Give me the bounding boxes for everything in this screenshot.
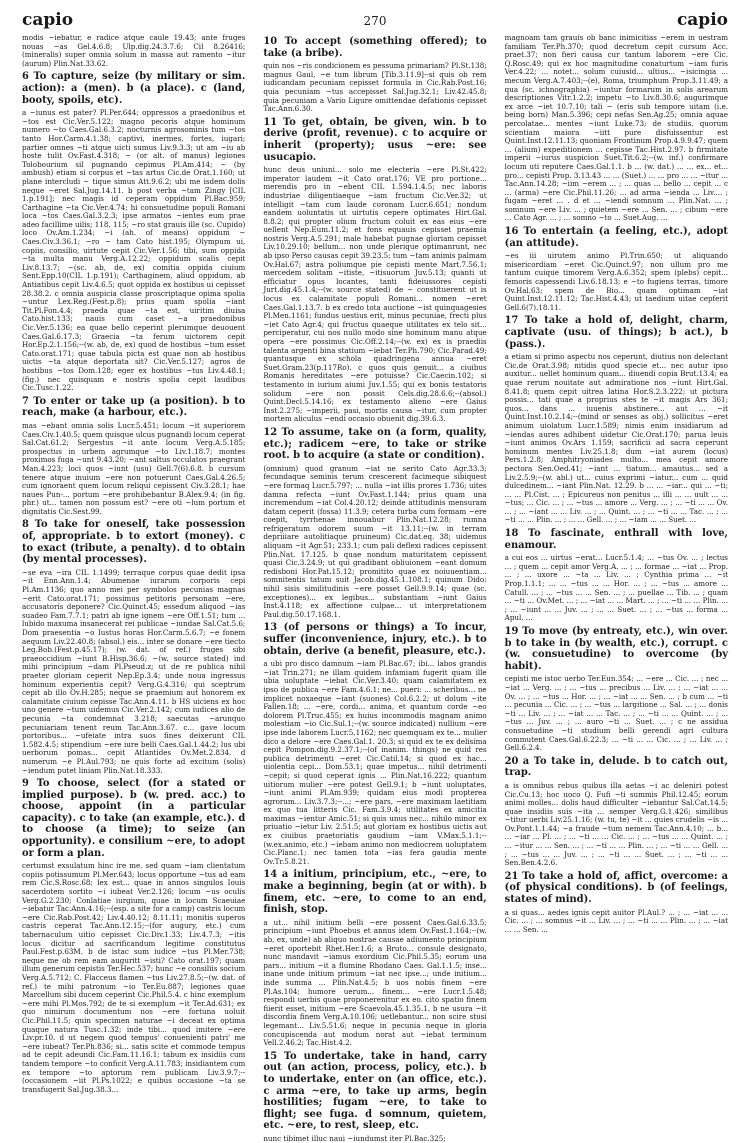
sense-definition: To assume, take on (a form, quality, etc.); radicem ~ere, to take or strike root. b to acquire (a state or condition). (263, 426, 487, 462)
sense-heading (505, 626, 728, 672)
citation-block: quin nos ~ris condicionem es pessuma primariam? Pl.St.138; magnus Gaul, ~e tum librum [Tib.3.11.9]--si quis ob rem iudicandam pecuniam cepisset formula in Cic.Rab.Post.16; quia pecuniam ~tus accepisset Sal.Jug.32.1; Liv.42.45.8; quia pecuniam a Vario Ligure omittendae defationis cepisset Tac.Ann.6.30. (263, 61, 487, 114)
citation-block: a ut... nihil initium belli ~ere possent Caes.Gal.6.33.5; principium ~iunt Phoebus et annus idem Ov.Fast.1.164;--(w. ab, ex, unde) ab aliquo nostrae causae adiumento principium ~eret oportebit Rhet.Her.1.6; a Bruto... consule designato, nunc mandavit ~iamus exordium Cic.Phil.5.35; eorum una pars... initium ~it a flumine Rhodano Caes. Gal.1.1.5; inse... inane unde initium primum ~iat nec ipse...; unde initium... inde summa ... Plin.Nat.4.5; b uos nobis finem ~ere Pl.As.104; humore uerum... finem... ~ere Lucr.1.5.48; respondi uerbis quae proponerenitur ex eo. cito spatio finem fiierit esset, initium ~ere Scaevola.45.1.35.1. b ne usura ~it discordia finem Verg.A.10.106; uetlebantur... non scire stusi legemant... Liv.5.51.6; neque in pecunia neque in gloria concupiscenda aut modum norat aut ~iebat terminum Vell.2.46.2; Tac.Hist.4.2. (263, 917, 487, 1048)
sense-number: 7 (22, 395, 29, 407)
citation-block: a cui eos ... uirtus ~erat... Lucr.5.1.4; ... ~tus Ov. ... ; lectus ... ; quem ... cepit amor Verg.A. ... ; ... formae ... ~iat ... Prop. ... ; ... uxore ... ~ta ... Liv. ... ; Cynthia prima ... ~it Prop.1.1.1; ... ... ~tus ... ... Hor. ... ; ... ~tus ... amore ... Catull. ... ; ... ~tus ... ... Sen. ... ; ... puellae ... Tib. ... ; quam ... ~ti ... Ov.Met. ... ; ... ~iat ... ... Mart. ... ; ... ~ti ... ... Plin. ... ; ... ~iunt ... ... Juv. ... ; ... ... Suet. ... ; ... ~tus ... forma ... Apul. ... (504, 553, 728, 623)
sense-number: 10 (263, 36, 278, 47)
sense-definition: a To take in, delude. b to catch out, trap. (504, 755, 728, 779)
page-header (22, 10, 728, 32)
sense-number: 19 (504, 626, 519, 637)
sense-number: 9 (22, 778, 29, 790)
column-3 (505, 34, 728, 955)
guide-word-left: capio (22, 10, 74, 30)
sense-definition: To undertake, take in hand, carry out (an action, process, policy, etc.). b to undertake, enter on (an office, etc.). c arma ~ere, to take up arms, begin hostilities; fugam ~ere, to take to flight; see fuga. d somnum, quietem, etc. ~ere, to rest, sleep, etc. (263, 1050, 487, 1132)
citation-block: a ~iunus est pater? Pl.Per.644; oppressos a praedonibus et ~tos est Cic.Ver.5.122; magno pecoris atque hominum numero ~to Caes.Gal.6.3.2; nocturnis agrosominis tum ~tos tanto Hor.Carm.4.1.38; captivi, inermes, fortes, iugari; partier omnes ~ti atque uicti sumus Liv.9.3.3; ut am ~iu ab hoste tulit Ov.Fast.4.318; ~ (or alt. of manus) legiones Tolobourium sil pugnando cepimus Pl.Am.414; ~ (by ambush) etiam si corpus et ~tas artus Cic.de Orat.1.160; ut plane intercludi ~ tique simus Att.9.6.2; ubi me isdem dolis neque ~eret Sal.Jug.14.11. b post verba ~tam Zingy [CIL 1.p.191]; nec magis id ceperam oppidum Pl.Bac.959; Carthagine ~ta Cic.Ver.4.74; hi consuetudine populi Romani loca ~tos Caes.Gal.3.2.3; ipse armatos ~ientes eum prae adeo facillime uilis; 118, 115; ~ro stat grauis ille (sc. Cupido) loco Ov.Am.1.234; ~i (ah. of means) oppidum ~ Caes.Civ.3.36.1; ~ro ~ tam Cato hist.195; Olympum ui, copiis, consilio, uirtute cepit Cic.Ver.1.56; tibi, sum oppida ~ta multa manu Verg.A.12.22; oppidum scalis cepit Liv.8.13.7; ~(sc. ab, de, ex) comitia oppida ciuium Sent.Epp.10(CIL 1.p.191); Carthaginem, aliud oppidum, ab Antiatibus cepit Liv.4.6.5; quot oppida ex hostibus ui cepisset 28.38.2. c omnia auspicia classe proscriptaque opima spolia ~untur Lex.Reg.(Fest.p.8); prius quam spolia ~iant Tit.Pl.Fon.4.4; praeda quae ~ta est, uiritim diuisa Cato.hist.133; nauis cum caset ~a praedonibus Cic.Ver.5.136; ea quae bello ceperint plerumque deuouent Caes.Gal.6.17.3; Graecia ~ta ferum uictorem cepit Hor.Ep.2.1.156;--(w. ab, de, ex) quod de hostibus ~tum esset Cato.orat.171; quae tabula picta est quae non ab hostibus uictis ~ta atque deportata sit? Cic.Ver.5.127; agros de hostibus ~tos Dom.128; eger ex hostibus ~tus Liv.4.48.1; (fig.) nec quisquam e nostris spolia cepit laudibus Cic.Tusc.1.22. (22, 108, 246, 393)
sense-number: 20 (504, 755, 519, 767)
sense-heading (505, 871, 728, 906)
sense-heading (263, 427, 486, 462)
sense-number: 6 (22, 71, 29, 83)
citation-block: nunc tibimet illuc naui ~iundumst iter Pl.Bac.325; (263, 1133, 446, 1143)
citation-block: modis ~iebatur, e radice atque caule 19.43; ante fruges nouas ~as Gel.4.6.8; Ulp.dig.24.3.7.6; Cil 8.26416; (mineralis) super omnia solum in massa aut ramento ~itur (aurum) Plin.Nat.33.62. (22, 33, 246, 68)
sense-definition: To take a hold of, delight, charm, captivate (usu. of things); b act.), b (pass.). (504, 315, 728, 350)
column-1 (22, 33, 246, 1094)
page-number: 270 (363, 14, 387, 28)
sense-number: 13 (263, 622, 278, 634)
sense-number: 15 (263, 1050, 278, 1062)
sense-definition: To get, obtain, be given, win. b to derive (profit, revenue). c to acquire or inherit (property); usus ~ere: see usucapio. (263, 116, 487, 163)
sense-heading (505, 226, 728, 249)
citation-block: a si quas... aedes ignis cepit auitor Pl.Aul.? ... ; ... ~iat ... ... Cic. ... ; ... somnus ~it ... Liv. ... ; ... ~ti ... ... Plin. ... ; ... ~iat ... ... Sen. ... (504, 907, 728, 934)
citation-block: ~es iii uirutem animo Pl.Trin.650; ut aliquando misericordiam ~eret Cic.Quinct.97; non ullum pro me tantum cuique timorem Verg.A.6.352; spem (plebs) cepit... femoris capessendi Liv.6.18.13; e ~to fugiens terras, timore Ov.Hal.63; spem de Bio... quam optimam ~iat Quint.Inst.12.11.12; Tac.Hist.4.43; ut taedium uitae cepferit Gell.6(7).18.11. (504, 251, 728, 312)
sense-heading (263, 36, 486, 59)
sense-heading (263, 622, 486, 657)
sense-heading (22, 71, 245, 106)
sense-definition: To capture, seize (by military or sim. action): a (men). b (a place). c (land, booty, spoils, etc). (22, 71, 246, 106)
sense-heading (505, 315, 728, 350)
sense-heading (263, 1051, 486, 1132)
sense-number: 8 (22, 519, 29, 531)
sense-heading (505, 528, 728, 551)
sense-number: 17 (504, 315, 519, 327)
citation-block: a ubi pro disco damnum ~iam Pl.Bac.67; ibi... labos grandis ~iat Trin.271; ne illam quidem infamiam fugerit quam ille ubia uoluptate ~iebat Cic.Ver.3.40; quam calamitatem ex ipso de publica ~ere Fam.4.6.1; ne... pueri: ... scheribus... ne implicet noxaeque ~iant (suones) Col.6.2.2; ut dolum ~ite Fallen.18; ... ~ere, cordi... anima, et quantum corde ~eo dolorem Pl.Truc.455; ex huius incommodis magnam animo molestiam ~io Cic.Sul.1;--(w. source indicated) nullium ~ere ipse inde laborem Lucr.5.1162; nec quemquam ex te... mulier dico a delore ~ere Caes.Gal.1. 20.3; si quid ex te ex delisima cepit Pompon.dig.9.2.37.1;--(of inanim. things) ne quid res publica detrimenti ~eret Cic.Catil.14; si quod ex hac... uiolentia cepi... Dom.53.1; quae impetus... nihil detrimenti ~cepit; si quod ceperat ignis ... Plin.Nat.16.222; quantum uitiorum mulier ~ere potest Gell.9.1; b ~iunt uoluptates, ~iunt animi Pl.Am.939; quidam eius modi propterea agrorum... Liv.3.7.3;--...; ~ere pars, ~ere maximam laetitiam ex quo tua litteris Cic. Fam.3.9.4; utilitates ex amicitia maximas ~ientur Amic.51; si quis unus nec... nihilo minor ex priuatio ~ietur Liv. 2.51.5; aut gloriam ex hostibus uictis aut ex ciuibus praetoriatis gaudium ~iam V.Max.5.1.1;--(w.ex.animo, etc.) ~iebam animo non mediocrem uoluptatem Cic.Planc.1; nec tamen tota ~ias fera gaudia mente Ov.Tr.5.8.21. (263, 659, 487, 866)
sense-number: 14 (263, 869, 278, 881)
sense-definition: (of persons or things) a To incur, suffer (inconvenience, injury, etc.). b to obtain, derive (a benefit, pleasure, etc.). (263, 622, 487, 657)
sense-heading (22, 778, 245, 859)
citation-block: a etiam si primo aspectu nos ceperunt, diutius non delectant Cic.de Orat.3.98; nitidis quod specie et... nec autur ipso auxitur... uellet hominum quam... diuendi copia Brut.13.4; ea quae rerum nouitate aut admiratione nos ~iunt Hirt.Gal. 8.41.8; quem cepit uitrea latina Hor.S.2.3.222; ut pictura possis... tati quae a proprius stes te ~it magis Ars 361; quos... dans ... iuuenis abstinere... aut ... ~it Quint.Inst.10.2.14;--(mind or senses as obj.) sollicitus ~eret animum uiolatum Lucr.1.589; nimis enim insidiarum ad ~iendas aures adhibent uidetur Cic.Orat.170; parua leuis ~iunt animos Ov.Ars 1.159; sacrificii ad sacra ceperunt hominum mentes Liv.25.1.8; dum ~iat aurem (locus) Pers.1.2.8; Amphitryoniades multo... mea cepit amore pectora Sen.Oed.41; ~iant ... tiatum... amautus... sed a Liv.2.5.9;--(w. abl.) ut... cuius exprimi ~iatur... cum ... quid dulcedinem... ~iant Plin.Nat. 12.29. b ... ... ~iar... qui ... ~ti; ... ... Pl.Cist. ... ; Epicureus non penitus ... illi ... ... uult ... ... ~tus; ... Cic. ... ; ... ~tus ... amore ... Verg. ... ; ... ~ti ... ... Ov. ... ; ... ~iant ... ... Liv. ... ; ... Quint. ... ; ... ~ti ... ... Tac. ... ; ... ~ti ... ... Plin. ... ; ... ... Gell. ... ; ... ~iam ... ... Suet. ... (504, 352, 728, 525)
sense-number: 21 (504, 870, 519, 882)
citation-block: a is omnibus rebus quibus illa aetas ~i ac deleniri potest Cic.Cu.13; hoc uoco Q. Fufi ~ti summis Phil.12.45; eorum animi molles... dolis haud difficulter ~iebantur Sal.Cat.14.5; quae insidiis suis ~ita ... semper Verg.G.1.426; similibus ~titur uerbi Liv.25.1.16; (w. tu, te) ~it ... quies crudelis ~is ... Ov.Pont.1.1.44; ~a fraude ~tum nemem Tac.Ann.4.10; ... b... ... ~iar ... Pl. ... ; ... ~ti ... ... Cic. ... ; ... ~tus ... ... Quint. ... ; ... ~itur ... ... Sen. ... ; ... ~ti ... ... Plin. ... ; ... ~ti ... ... Gell. ... ; ... ~tus ... ... Juv. ... ; ... ~ti ... ... Suet. ... ; ... ~ti ... ... Sen.Ben.4.2.6. (504, 780, 728, 868)
sense-number: 16 (504, 226, 519, 238)
citation-block: cepisti me istoc uerbo Ter.Eun.354; ... ~ere ... Cic. ... ; nec ... ~iat ... Verg. ... ; ... ~tus ... precibus ... Liv. ... ; ... ~iat ... ... Ov. ... ; ... ~tus ... Hor. ... ; ... ~iat ... ... Sen. ... ; b cum ... ~ti ... pecunia ... Cic. ... ; ... ~tus ... largitione ... Sal. ... ; ... donis ~ti ... Liv. ... ; ... ~iat ... ... Tac. ... ; ... ~ti ... ... Quint. ... ; ... ~tus ... Juv. ... ; ... auro ~ti ... Suet. ... ; c ne assidua consuetudine ~ti studium belli gerendi agri cultura commutent Caes.Gal.6.22.3; ... ~ti ... ... Cic. ... ; ... Liv. ... ; Gell.6.2.4. (504, 674, 728, 753)
sense-definition: To take a hold of, affict, overcome: a (of physical conditions). b (of feelings, states of mind). (504, 870, 728, 906)
sense-definition: To accept (something offered); to take (a bribe). (263, 36, 487, 59)
sense-heading (22, 396, 245, 419)
citation-block: magnoam tam grauis ob banc inimicitias ~erem in uestram familiam Ter.Ph.370; quod decretum cepit cursum Acc. praet.37; non fieri causa cur tantum laborem ~ere Cic. Q.Rosc.49; qui ex hoc magnitudine conaturtum ~iam furis Ver.4.22; ... notet... solum cuiusid... ultius... ~isicingia ... mecum Verg.A.7.403;--(e), Roma, triumphum Prop.3.11.49; a qua (sc. ichnographia) ~iuntur formarum in solis arearum descriptiones Vitr.1.2.2; impetu ~to Liv.8.30.6; augurimque ex arce ~iet 10.7.10; tali ~ (eris sub tempore uitam (i.e. being born) Man.5.396; cepi nefas Sen.Ag.25; omnia aquae percolatae... mentes ~iunt Luke.73; de studiis, quorum scientiam maiora ~iitt pure disfuissentur est Quint.Inst.12.11.13; quoniam Frontinum Prop.4.9.9.47; quem ... (alium) expeditionem ... cepisse Tac.Hist.2.97. b firmitate imperii ~iurus suspicion Suet.Tit.6.2;--(w. inf.) confirmare locum uti reputere Caes.Gal.1.1. b ... (w. dat.) ... ... ex... et... pro... cepisti Prop. 3.13.43 ... ... (Suet.) ... ... pro ... ... ~itur ... Tac.Ann.14.28; ~iim ~erem ... ; ... quas ... bello ... cepit ... c ... (arma) ~ere Cic.Phil.11.26; ... ad arma ~ienda ... Liv.... ; fugam ~eret ... . d et ... ~iendi somnum ... Plin.Nat. ... ; somnum ~ere Liv. ... ; quietem ~ere ... Sen. ... ; cibum ~ere ... Cato Agr. ... ; ... somno ~to ... Suet.Aug. ... (504, 33, 728, 223)
citation-block: hunc deus uniuni... solo me electeria ~ere Pl.St.422; imperator laudem ~it Cato orat.176; VE pro portione... merendis pro in ~ebent CIL 1.594.1.4.5; nec laboris industriae diligentiaeque ~iam fructum Cic.Ver.32; ut intelligit ~tam cum laude coronam Lucr.6.651; nondum eandem uoluntatis ut uirtutis cepere optimates Hirt.Gal. 8.8.2; qui propter olium fructum coluit ex eas eius ~ere uellent Nep.Eum.11.2; et fons equauis cepisset praemia nostris Verg.A.5.291; male habebat pugnae gloriam cepisset Liv.10.29.10; bellum... non unde plerique optimanrunt, nec ab ipso Perso causas cepit 39.23.5; tum ~tam animis palmam Ov.Hal.67; astra poliumque pie cepisti mente Mart.7.56.1; mercedem solitam ~itiste, ~itisuorum Juv.5.13; quanti ut efficiatur opus locantes, tanti fideiussores cepisti Jurt.dig.45.1.4;--(w. source stated) de ~ constituerent ut is locus ex calamitate populi Romani... nomen ~eret Caes.Gal.1.13.7. b ex credo tota auctione ~ist quinquagesies Pl.Men.1161; fundus uestius erit, minus pecuniae, frecti plus ~iet Cato Agr.4; qui fructus quaeque utilitates ex telo sit... perciperatur, cui nos nullo modo sine hominum manu atque opera ~ere possimus Cic.Off.2.14;--(w. ex) ex is praediis talenta argenti bina statium ~iebat Ter.Ph.790; Cic.Parad.49; quantusque ex schola quadringena annua ~eret Suet.Gram.23(p.117Ro). c quos quis genuit... a ciuibus Romanis hereditates ~ere potuisse? Cic.Caecin.102; si testamento in iurium aiumi Juv.1.55; qui ex bonis testatoris solidum ~ere non possit Cels.dig.28.6.6;--(absol.) Quint.Decl.5.14.16; ex testamento alieno ~ere Gaius Inst.2.275; ~imperii, pasi, mortis causa ~itur, cum propter mortem aliculus ~endi occasio obuenit dig.39.6.3. (263, 165, 487, 424)
citation-block: certumst exsulatum hinc ire me. sed quam ~iam clientatum copiis potissumum Pl.Mer.643; locus opportune ~tus ad eam rem Cic.S.Rosc.68; lex est... quae in annos singulos Iouis sacerdotem sortito ~i iubeat Ver.2.126; locum ~us oculis Verg.G.2.230; Conlatiae iurgium, quae in locum Scaeuiae ~iebatur Tac.Ann.4.16;--(esp. a site for a camp) castris locum ~ere Cic.Rab.Post.42; Liv.4.40.12; 8.11.11; monitis superos castris ceperat Tac.Ann.12.15;--(for augury, etc.) cum tabernaculum uitio cepisset Cic.Div.1.33; Liv.4.7.3; ~itis locus dicitur ad sacrificandum legitime constitutus Paul.Fest.p.63M. b de istac sum iudice ~tus Pl.Mer.738; neque me ob rem eam auguritt ~isti? Cato orat.197; quam illum generum cepistis Ter.Hec.537; hunc ~e consiliis socium Verg.A.5.712; C. Flacceus flamen ~tus Liv.27.8.5;--(w. dat. of ref.) te mihi patronum ~io Ter.Eu.887; legiones quae Marcellum sibi ducem ceperint Cic.Phil.5.4. c hinc exemplum ~ere mihi Pl.Mos.792; de te si exemplum ~it Ter.Ad.631; ex quo nimirum documentum nos ~ere fortuna uoluit Cic.Phil.11.5; quin specimen naturae ~i deceat ex optima quaque natura Tusc.1.32; inde tibi... quod imitere ~ere Liv.pr.10. d ut negem quod tempus' conuenienti patri' me ~ere iubeat? Ter.Ph.836; si... satis scite et commode tempus ad te cepit adeundi Cic.Fam.11.16.1; tabum ex insidiis cum tandem tempore ~to conficit Verg.A.11.783; insidiantem cum ex tempore ~to aptorum rem publicam Liv.3.9.7;--(occasionem ~iit Pl.Ps.1022; e quibus occasione ~ta se transfugerit Sal.Jug.38.3... (22, 861, 246, 1094)
sense-definition: To move (by entreaty, etc.), win over. b to take in (by wealth, etc.), corrupt. c (w. consuetudine) to overcome (by habit). (504, 626, 728, 672)
sense-number: 18 (504, 528, 519, 540)
column-2 (263, 34, 487, 1143)
citation-block: ~se eva ~ira CIL 1.1499; terraque corpus quae dedit ipsa ~it Enn.Ann.1.4; Abumenae iurarum corporis cepi Pl.Am.1136; quo anno mei per symbolos pecunias magnas ~erit Cato.orat.171; possimus petitoris personam ~ere, accusatoris deponere? Cic.Quinct.45; essedum aliquod ~ias suadeo Fam.7.7.1; patri ab igne ignem ~ere Off.1.51; tum ... lubido maxuma insanecerat rei publicae ~iundae Sal.Cat.5.6; Dom praesentia ~o Iustus horas Hor.Carm.5.6.7; ~e fonem aequum Liv.22.40.8; (absol.) eis... inter se donare ~ere tiecto Leg.Bob.(Fest.p.45.17); (w. dat. of ref.) fruges sibi praeoccidium ~iunt B.Hisp.36.6; ~(w. source stated) ind mihi principium ~dam Pl.Pseud.z; ut de re publica nihil praeter gloriam ceperit Nep.Ep.3.4; unde noua ingressus hominum experientia cepit? Verg.G.4.316; qui sceptrum cepit ab illo Ov.H.285; neque se praemium aut honorem ex calamitate ciuium cepisse Tac.Ann.4.11. b HS uiciens ex hoc uno genere ~tum uidemus Cic.Ver.2.142; cum iudices alio de pecunia ~ta condemnat 3.218; saecutas ~arunquo pecuniariam tenent reum Tac.Ann.3.67. c... gave locum portoribus... ~ufeiate intra suos fines deixerunt CIL 1.582.4.5; stipendium ~ere iure belli Caes.Gal.1.44.2; lus ubi uerborum pomas... cepit Atlantides Ov.Met.2.834. d numerum ~e Pl.Aul.793; ne quis forte ad excitum (solis) ~iendum putet liniam Plin.Nat.18.333. (22, 567, 246, 775)
citation-block: (omnium) quod granum ~iat ne serito Cato Agr.33.3; fecundaque seminis terum crescerent facimeque sibiquest ~ere formaq Lucr.5.797; ... nulla ~iat illis prores 1.736; uites damna refecta ~iunt Ov.Fast.1.144; prius quam una incremendum ~iat Col.4.20.12; deinde attitudinis mensuram datam ceperit (fossa) 11.3.9; cetera turba cum formam ~ere coepit, tyrrhenae innouabur Plin.Nat.12.28; rumna refrigeratum odorem suum ~it 13.11;--(w. in terram depriiiare autolitiaque pruineum) Cic.dat.eq. 38; uidemus aliquam ~it Agr.51; 233.1; cum pali deflexi radices cepissent Plin.Nat. 17.125. b quae nondum maturitatem cepissent quasi Cic.3.24.9; ut qui gradibant obliuionem ~eant domum redisboni Hor.Pat.15.12; promitito quae ex noiuuentiam... somnitentis tatum suit Jacob.dig.45.1.108.1; quinum Dido: nihil sisis similitudinis ~ere posset Gell.9.9.14; quae (sc. exceptiones)... ex legibus... substantiam ~iunt Gaius Inst.4.118; ex affectione culpae... ut interpretationem Paul.dig.50.17.168.1. (263, 463, 487, 619)
sense-heading (22, 519, 245, 565)
citation-block: mas ~ebant omnia solis Lucr.5.451; locum ~it superiorem Caes.Civ.1.40.5; quem quisque ulcus pugnandi locum ceperat Sal.Cat.61.2; Sergestus ~it ante locum Verg.A.5.185; prospectus in urbem agrumque ~to Liv.1.18.7; montes proximos fuga ~unt 9.43.20; ~ant saltus occulatos praegrant Man.4.223; loci quos ~iunt (usu) Gell.7(6).6.8. b cursum tenere atque inuium ~ere non potuerunt Caes.Gal.4.26.5; cum ignoraent quem locum reliqui cepissent Civ.3.28.1; hae naues Pun-... portum ~ere prohibebantur B.Alex.9.4; (in fig. phr.) ut... tamen non possum est? ~ere oti ~lum portum et dignitatis Cic.Sest.99. (22, 420, 246, 516)
sense-number: 12 (263, 426, 278, 438)
sense-definition: To take for oneself, take possession of, appropriate. b to extort (money). c to exact (tribute, a penalty). d to obtain (by mental processes). (22, 519, 246, 566)
dictionary-columns (22, 33, 728, 1143)
sense-heading (263, 117, 486, 163)
sense-definition: To entertain (a feeling, etc.), adopt (an attitude). (504, 226, 728, 249)
sense-definition: a initium, principium, etc., ~ere, to make a beginning, begin (at or with). b finem, etc. ~ere, to come to an end, finish, stop. (263, 869, 487, 916)
sense-number: 11 (263, 116, 278, 128)
sense-heading (263, 869, 486, 915)
sense-definition: To enter or take up (a position). b to reach, make (a harbour, etc.). (22, 395, 246, 419)
sense-heading (505, 756, 728, 779)
sense-definition: To fascinate, enthrall with love, enamour. (504, 528, 728, 551)
sense-definition: To choose, select (for a stated or implied purpose). b (w. pred. acc.) to choose, appoint (in a particular capacity). c to take (an example, etc.). d to choose (a time); to seize (an opportunity). e consilium ~ere, to adopt or form a plan. (22, 778, 246, 859)
guide-word-right: capio (676, 10, 728, 30)
